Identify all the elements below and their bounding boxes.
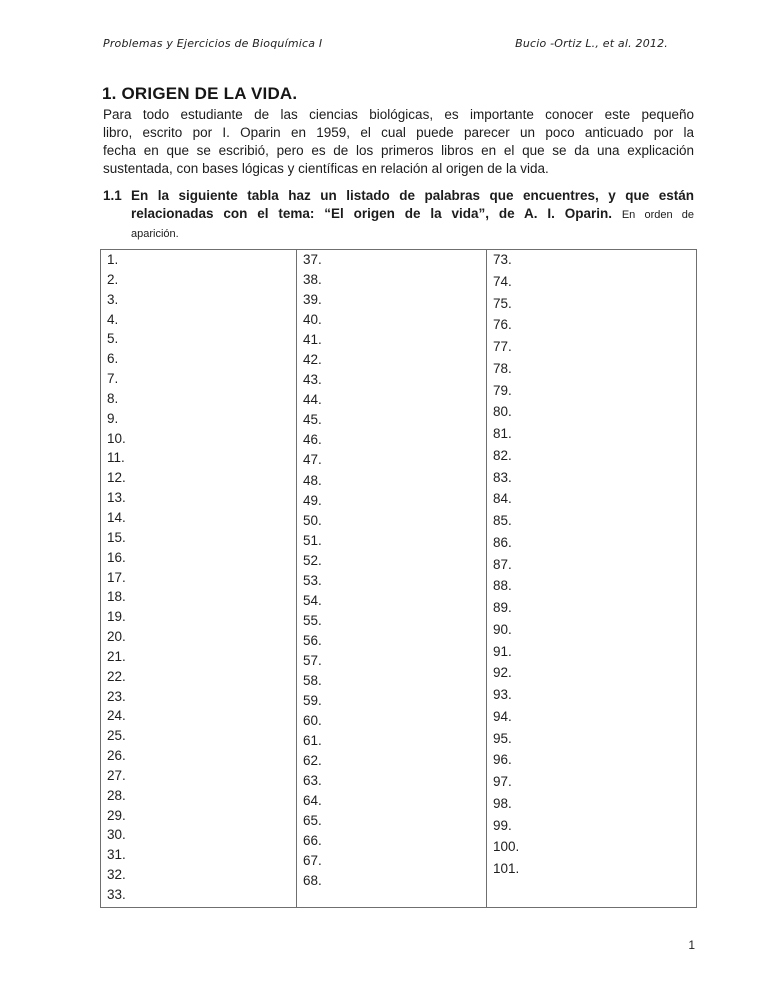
table-column-2 bbox=[296, 250, 486, 907]
list-item: 65. bbox=[303, 813, 322, 829]
page-number: 1 bbox=[688, 938, 695, 952]
list-item: 100. bbox=[493, 839, 520, 855]
list-item: 33. bbox=[107, 887, 126, 902]
exercise-line-2 bbox=[131, 205, 694, 224]
list-item: 26. bbox=[107, 748, 126, 764]
list-item: 63. bbox=[303, 773, 322, 789]
list-item: 62. bbox=[303, 753, 322, 769]
list-item: 91. bbox=[493, 643, 512, 659]
list-item: fecha en que se escribió, pero es de los primeros libros en el que se da una explicación bbox=[103, 143, 694, 158]
list-item: 30. bbox=[107, 827, 126, 843]
table-column-3 bbox=[486, 250, 696, 907]
list-item: 98. bbox=[493, 795, 512, 811]
list-item: 21. bbox=[107, 648, 126, 664]
list-item: 101. bbox=[493, 861, 520, 876]
list-item: 13. bbox=[107, 490, 126, 506]
list-item: 25. bbox=[107, 728, 126, 744]
exercise-number: 1.1 bbox=[103, 188, 122, 203]
list-item: 80. bbox=[493, 404, 512, 420]
list-item: 76. bbox=[493, 317, 512, 333]
list-item: 77. bbox=[493, 339, 512, 354]
list-item: 85. bbox=[493, 513, 512, 528]
list-item: 20. bbox=[107, 629, 126, 645]
list-item: 79. bbox=[493, 382, 512, 398]
page-header bbox=[103, 37, 668, 50]
list-item: 32. bbox=[107, 867, 126, 883]
list-item: 38. bbox=[303, 272, 322, 288]
list-item: 81. bbox=[493, 426, 512, 441]
exercise-line-3 bbox=[131, 224, 694, 243]
list-item: 43. bbox=[303, 372, 322, 388]
list-item: 31. bbox=[107, 847, 126, 863]
exercise-bold-text: En la siguiente tabla haz un listado de palabras que encuentres, y que están bbox=[131, 188, 694, 203]
list-item: 1. bbox=[107, 252, 119, 267]
list-item: 82. bbox=[493, 447, 512, 463]
list-item: 60. bbox=[303, 713, 322, 729]
exercise-1-1 bbox=[103, 187, 694, 243]
list-item: 19. bbox=[107, 609, 126, 625]
list-item: 37. bbox=[303, 252, 322, 267]
list-item: 93. bbox=[493, 687, 512, 702]
list-item: 90. bbox=[493, 621, 512, 637]
list-item: 75. bbox=[493, 295, 512, 311]
list-item: 56. bbox=[303, 632, 322, 648]
list-item: 42. bbox=[303, 352, 322, 368]
list-item: 94. bbox=[493, 708, 512, 724]
list-item: 66. bbox=[303, 833, 322, 849]
list-item: 50. bbox=[303, 512, 322, 528]
list-item: 23. bbox=[107, 688, 126, 704]
list-item: 61. bbox=[303, 733, 322, 749]
list-item: 8. bbox=[107, 390, 119, 406]
intro-paragraph bbox=[103, 106, 694, 178]
exercise-line-1 bbox=[131, 187, 694, 205]
list-item: 55. bbox=[303, 612, 322, 628]
list-item: 52. bbox=[303, 552, 322, 568]
exercise-note-text: En orden de bbox=[621, 209, 695, 221]
list-item: 64. bbox=[303, 793, 322, 809]
list-item: 95. bbox=[493, 730, 512, 746]
list-item: 2. bbox=[107, 271, 119, 287]
list-item: 4. bbox=[107, 311, 119, 327]
list-item: 92. bbox=[493, 665, 512, 681]
list-item: 99. bbox=[493, 817, 512, 833]
list-item: 16. bbox=[107, 549, 126, 565]
list-item: 3. bbox=[107, 291, 119, 307]
list-item: 86. bbox=[493, 534, 512, 550]
list-item: 45. bbox=[303, 412, 322, 428]
list-item: 97. bbox=[493, 774, 512, 789]
list-item: 51. bbox=[303, 532, 322, 548]
list-item: 73. bbox=[493, 252, 512, 267]
list-item: 87. bbox=[493, 556, 512, 572]
list-item: 58. bbox=[303, 672, 322, 688]
header-running-title: Problemas y Ejercicios de Bioquímica I bbox=[103, 37, 323, 50]
list-item: 6. bbox=[107, 351, 119, 367]
list-item: 5. bbox=[107, 331, 119, 347]
list-item: libro, escrito por I. Oparin en 1959, el cual puede parecer un poco anticuado por la bbox=[103, 125, 694, 140]
list-item: 83. bbox=[493, 469, 512, 485]
list-item: sustentada, con bases lógicas y científicas en relación al origen de la vida. bbox=[103, 161, 549, 176]
list-item: 53. bbox=[303, 572, 322, 588]
table-column-1 bbox=[101, 250, 296, 907]
header-authors: Bucio -Ortiz L., et al. 2012. bbox=[515, 37, 668, 50]
list-item: 68. bbox=[303, 873, 322, 889]
word-list-table bbox=[100, 249, 697, 908]
list-item: 54. bbox=[303, 592, 322, 608]
list-item: 39. bbox=[303, 292, 322, 308]
list-item: 78. bbox=[493, 360, 512, 376]
list-item: 17. bbox=[107, 569, 126, 585]
list-item: 14. bbox=[107, 509, 126, 525]
list-item: 28. bbox=[107, 787, 126, 803]
exercise-bold-text: relacionadas con el tema: “El origen de la vida”, de A. I. Oparin. bbox=[131, 206, 612, 221]
list-item: 27. bbox=[107, 767, 126, 783]
list-item: 10. bbox=[107, 430, 126, 446]
list-item: 59. bbox=[303, 693, 322, 709]
list-item: 47. bbox=[303, 452, 322, 468]
list-item: 89. bbox=[493, 600, 512, 615]
list-item: 18. bbox=[107, 589, 126, 605]
list-item: 44. bbox=[303, 392, 322, 408]
list-item: 49. bbox=[303, 492, 322, 508]
exercise-note-text: aparición. bbox=[131, 228, 179, 240]
list-item: 7. bbox=[107, 371, 119, 387]
list-item: 15. bbox=[107, 529, 126, 545]
list-item: 41. bbox=[303, 332, 322, 348]
list-item: 24. bbox=[107, 708, 126, 724]
list-item: 22. bbox=[107, 668, 126, 684]
list-item: 9. bbox=[107, 410, 119, 426]
list-item: 57. bbox=[303, 652, 322, 668]
list-item: 46. bbox=[303, 432, 322, 448]
list-item: 88. bbox=[493, 578, 512, 594]
list-item: 96. bbox=[493, 752, 512, 768]
list-item: Para todo estudiante de las ciencias biológicas, es importante conocer este pequeño bbox=[103, 107, 694, 122]
list-item: 11. bbox=[107, 450, 125, 466]
list-item: 84. bbox=[493, 491, 512, 507]
list-item: 48. bbox=[303, 472, 322, 488]
list-item: 67. bbox=[303, 853, 322, 869]
list-item: 29. bbox=[107, 807, 126, 823]
section-title: 1. ORIGEN DE LA VIDA. bbox=[102, 84, 298, 103]
list-item: 40. bbox=[303, 312, 322, 328]
exercise-text bbox=[131, 187, 694, 243]
list-item: 12. bbox=[107, 470, 126, 486]
list-item: 74. bbox=[493, 273, 512, 289]
